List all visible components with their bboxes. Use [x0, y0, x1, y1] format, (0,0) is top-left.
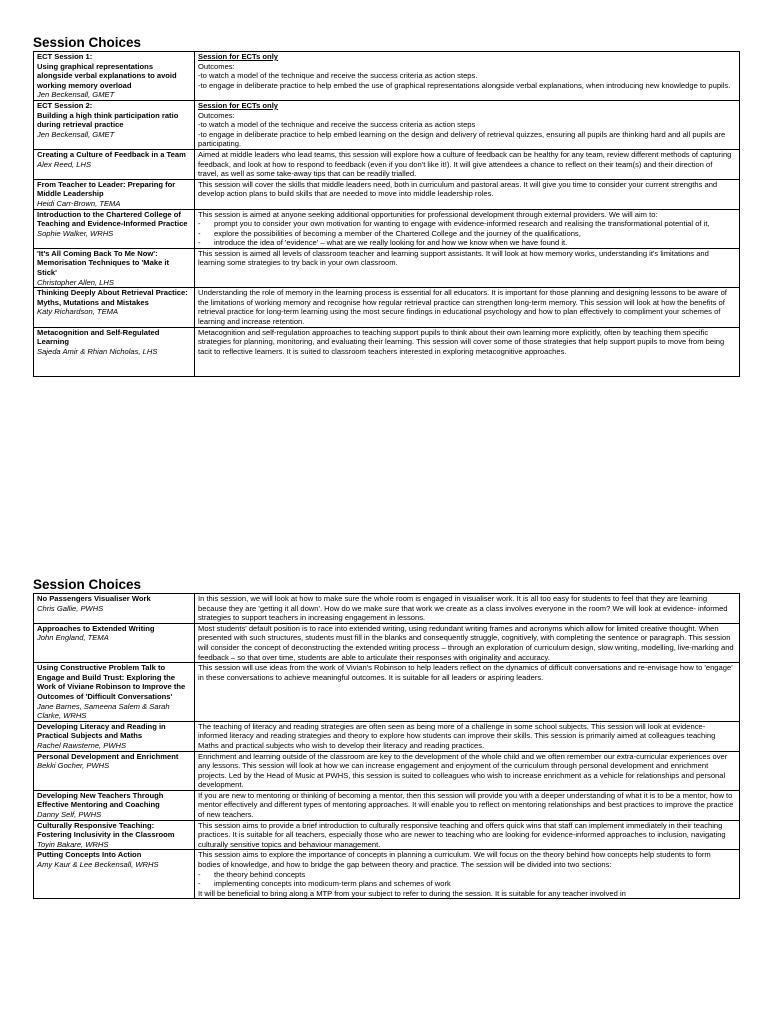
- session-title: Personal Development and Enrichment: [37, 751, 179, 761]
- bullet-dash: -: [198, 238, 201, 248]
- session-info-cell: [34, 623, 195, 662]
- session-description-cell: [195, 248, 740, 287]
- session-description-cell: [195, 850, 740, 899]
- session-description: -to watch a model of the technique and receive the success criteria as action steps: [198, 120, 476, 130]
- session-description: Outcomes:: [198, 110, 235, 120]
- session-title: No Passengers Visualiser Work: [37, 594, 151, 603]
- session-presenter: Bekki Gocher, PWHS: [37, 761, 110, 771]
- session-presenter: Toyin Bakare, WRHS: [37, 839, 109, 849]
- session-row: [34, 209, 740, 248]
- session-presenter: Heidi Carr-Brown, TEMA: [37, 198, 121, 208]
- session-presenter: Danny Self, PWHS: [37, 810, 102, 820]
- session-title: Introduction to the Chartered College of Teaching and Evidence-Informed Practice: [37, 209, 188, 229]
- session-presenter: John England, TEMA: [37, 633, 109, 643]
- session-description: In this session, we will look at how to make sure the whole room is engaged in visualiser work. It is all too easy for students to feel that they are learning because they are 'getting it all down'. How do we make sure that work we create as a class involves everyone in the room? We will look at evidence- informed strategies to support teachers in increasing engagement in lessons.: [198, 594, 728, 623]
- session-row: [34, 663, 740, 722]
- bullet-item: [198, 238, 735, 248]
- bullet-text: explore the possibilities of becoming a member of the Chartered College and the journey of the qualifications,: [214, 228, 581, 238]
- bullet-dash: -: [198, 879, 201, 889]
- session-row: [34, 594, 740, 624]
- session-description-cell: [195, 149, 740, 179]
- session-info-cell: [34, 100, 195, 149]
- session-info-cell: [34, 149, 195, 179]
- bullet-item: [198, 229, 735, 239]
- session-description: Aimed at middle leaders who lead teams, this session will explore how a culture of feedback can be healthy for any team, review different methods of capturing feedback, and look at how to respond to feedback (even if you don't like it!). It will give attendees a chance to reflect on their team(s) and their direction of travel, as well as some take-away tips that can be readily trialled.: [198, 149, 732, 179]
- session-description: This session is aimed all levels of classroom teacher and learning support assistants. It will look at how memory works, understanding it's limitations and learning some strategies to try back in your own classroom.: [198, 248, 709, 268]
- section-heading: Session Choices: [33, 35, 142, 50]
- session-info-cell: [34, 594, 195, 624]
- session-row: [34, 327, 740, 377]
- session-description-cell: [195, 100, 740, 149]
- session-description: Outcomes:: [198, 61, 235, 71]
- bullet-text: the theory behind concepts: [214, 869, 306, 879]
- session-description: This session will use ideas from the work of Vivian's Robinson to help leaders reflect on the dynamics of difficult conversations and re-envisage how to 'engage' in these conversations to achieve meaningful outcomes. It is suitable for all leaders or aspiring leaders.: [198, 663, 733, 682]
- session-info-cell: [34, 327, 195, 377]
- session-title: Using Constructive Problem Talk to Engage and Build Trust: Exploring the Work of Viviane Robinson to Improve the Outcomes of 'Difficult Conversations': [37, 663, 186, 701]
- session-description: It will be beneficial to bring along a MTP from your subject to refer to during the session. It is suitable for any teacher involved in: [198, 888, 626, 898]
- session-row: [34, 248, 740, 287]
- session-audience-label: Session for ECTs only: [198, 100, 279, 110]
- bullet-text: introduce the idea of 'evidence' – what are we really looking for and how we know when we have found it.: [214, 238, 568, 248]
- session-description-cell: [195, 751, 740, 790]
- session-info-cell: [34, 850, 195, 899]
- session-presenter: Jen Beckensall, GMET: [37, 90, 115, 100]
- session-presenter: Jane Barnes, Sameena Salem & Sarah Clarke, WRHS: [37, 701, 170, 721]
- session-title: Developing New Teachers Through Effective Mentoring and Coaching: [37, 790, 164, 810]
- session-description-cell: [195, 327, 740, 377]
- session-description: The teaching of literacy and reading strategies are often seen as being more of a challenge in some school subjects. This session will look at evidence- informed literacy and reading strategies and theory to explore how students can improve their skills. This session is primarily aimed at colleagues teaching Maths and practical subjects who wish to develop their literacy and reading practices.: [198, 721, 716, 750]
- session-row: [34, 751, 740, 790]
- session-info-cell: [34, 209, 195, 248]
- session-row: [34, 820, 740, 850]
- session-description: This session will cover the skills that middle leaders need, both in curriculum and pastoral areas. It will give you time to consider your current strengths and develop action plans to build skills that are needed to move into middle leadership roles.: [198, 179, 718, 199]
- session-description-cell: [195, 623, 740, 662]
- session-description: -to engage in deliberate practice to help embed the use of graphical representations alongside verbal explanations, when introducing new knowledge to pupils.: [198, 80, 731, 90]
- session-info-cell: [34, 179, 195, 209]
- bullet-text: prompt you to consider your own motivation for wanting to engage with evidence-informed research and realising the transformational potential of it,: [214, 219, 710, 229]
- session-info-cell: [34, 751, 195, 790]
- session-title: Culturally Responsive Teaching: Fostering Inclusivity in the Classroom: [37, 820, 175, 840]
- cell-spacer: [198, 356, 735, 376]
- bullet-item: [198, 870, 735, 880]
- session-info-cell: [34, 790, 195, 820]
- session-audience-label: Session for ECTs only: [198, 52, 279, 61]
- session-choices-section-1: [33, 34, 740, 377]
- session-description-cell: [195, 594, 740, 624]
- session-info-cell: [34, 721, 195, 751]
- session-presenter: Sajeda Amir & Rhian Nicholas, LHS: [37, 346, 158, 356]
- session-info-cell: [34, 663, 195, 722]
- session-presenter: Sophie Walker, WRHS: [37, 228, 114, 238]
- session-description: -to engage in deliberate practice to help embed learning on the design and delivery of retrieval quizzes, ensuring all pupils are thinking hard and all pupils are participating.: [198, 129, 726, 149]
- session-description-cell: [195, 790, 740, 820]
- session-title: ECT Session 1: Using graphical representations alongside verbal explanations to avoid working memory overload: [37, 52, 177, 90]
- session-choices-section-2: [33, 576, 740, 899]
- session-description-cell: [195, 179, 740, 209]
- session-description-cell: [195, 721, 740, 751]
- session-row: [34, 790, 740, 820]
- session-title: From Teacher to Leader: Preparing for Middle Leadership: [37, 179, 176, 199]
- session-description-cell: [195, 52, 740, 101]
- session-info-cell: [34, 248, 195, 287]
- session-presenter: Chris Gallie, PWHS: [37, 603, 104, 613]
- session-description: Most students' default position is to race into extended writing, using redundant writing frames and acronyms which allow for limited creative thought. When presented with such structures, students must fill in the blanks and consequently struggle, cognitively, with completing the sentence or paragraph. This session will consider the concept of deconstructing the extended writing process – through an exploration of curriculum design, slow writing, modelling, live-marking and feedback – so that over time, students are able to articulate their responses with originality and accuracy.: [198, 623, 734, 662]
- section-heading: Session Choices: [33, 577, 142, 592]
- session-row: [34, 288, 740, 327]
- bullet-dash: -: [198, 228, 201, 238]
- session-presenter: Katy Richardson, TEMA: [37, 307, 119, 317]
- session-presenter: Amy Kaur & Lee Beckensall, WRHS: [37, 860, 159, 870]
- session-title: 'It's All Coming Back To Me Now': Memorisation Techniques to 'Make it Stick': [37, 248, 170, 278]
- session-presenter: Jen Beckensall, GMET: [37, 129, 115, 139]
- session-description-cell: [195, 209, 740, 248]
- bullet-item: [198, 879, 735, 889]
- sessions-table: [33, 51, 740, 377]
- bullet-dash: -: [198, 219, 201, 229]
- session-presenter: Alex Reed, LHS: [37, 159, 92, 169]
- bullet-item: [198, 219, 735, 229]
- session-row: [34, 149, 740, 179]
- session-info-cell: [34, 52, 195, 101]
- session-title: Metacognition and Self-Regulated Learning: [37, 327, 160, 347]
- session-title: Thinking Deeply About Retrieval Practice: Myths, Mutations and Mistakes: [37, 288, 188, 307]
- session-description: This session is aimed at anyone seeking additional opportunities for professional development through external providers. We will aim to:: [198, 209, 658, 219]
- bullet-dash: -: [198, 869, 201, 879]
- session-title: Creating a Culture of Feedback in a Team: [37, 149, 186, 159]
- session-row: [34, 623, 740, 662]
- session-info-cell: [34, 288, 195, 327]
- session-row: [34, 179, 740, 209]
- session-description: This session aims to explore the importance of concepts in planning a curriculum. We will focus on the theory behind how concepts help students to form bodies of knowledge, and how to bridge the gap between theory and practice. The session will be divided into two sections:: [198, 850, 711, 870]
- session-description: -to watch a model of the technique and receive the success criteria as action steps.: [198, 71, 478, 81]
- session-description-cell: [195, 663, 740, 722]
- session-info-cell: [34, 820, 195, 850]
- sessions-table: [33, 593, 740, 899]
- session-row: [34, 721, 740, 751]
- session-row: [34, 100, 740, 149]
- session-presenter: Rachel Rawsterne, PWHS: [37, 740, 127, 750]
- session-description: If you are new to mentoring or thinking of becoming a mentor, then this session will provide you with a deeper understanding of what it is to be a mentor, how to mentor effectively and different types of mentoring approaches. It will enable you to reflect on mentoring relationships and best practices to improve the practice of new teachers.: [198, 790, 734, 820]
- session-description-cell: [195, 288, 740, 327]
- session-title: Putting Concepts Into Action: [37, 850, 142, 860]
- session-title: Approaches to Extended Writing: [37, 623, 155, 633]
- session-description: Metacognition and self-regulation approaches to teaching support pupils to think about their own learning more explicitly, often by teaching them specific strategies for planning, monitoring, and evaluating their learning. This session will cover some of those strategies that help support pupils to move from being tacit to reflective learners. It is suited to classroom teachers interested in exploring metacognitive approaches.: [198, 327, 725, 356]
- bullet-text: implementing concepts into modicum-term plans and schemes of work: [214, 879, 451, 889]
- session-row: [34, 52, 740, 101]
- session-description-cell: [195, 820, 740, 850]
- session-description: Enrichment and learning outside of the classroom are key to the development of the whole child and we often remember our extra-curricular experiences over any lessons. This session will look at how we can increase engagement and enjoyment of the curriculum through personal development and enrichment projects. Led by the Head of Music at PWHS, this session is suited to colleagues who wish to increase enrichment as a vehicle for relationships and personal development.: [198, 751, 728, 790]
- session-description: Understanding the role of memory in the learning process is essential for all educators. It is important for those planning and designing lessons to be aware of the limitations of working memory and recognise how regular retrieval practice can strengthen long-term memory. This session will look at how the benefits of retrieval practice for long-term learning using the most secure findings in educational psychology and how to plan effectively to compliment your schemes of learning and increase retention.: [198, 288, 727, 327]
- session-row: [34, 850, 740, 899]
- session-description: This session aims to provide a brief introduction to culturally responsive teaching and offers quick wins that staff can implement immediately in their teaching practices. It is suitable for all teachers, especially those who are newer to teaching who are looking for evidence-informed approaches to inclusion, navigating culturally sensitive topics and behaviour management.: [198, 820, 726, 849]
- session-title: ECT Session 2: Building a high think participation ratio during retrieval practice: [37, 100, 179, 130]
- session-presenter: Christopher Allen, LHS: [37, 277, 114, 287]
- session-title: Developing Literacy and Reading in Practical Subjects and Maths: [37, 721, 166, 741]
